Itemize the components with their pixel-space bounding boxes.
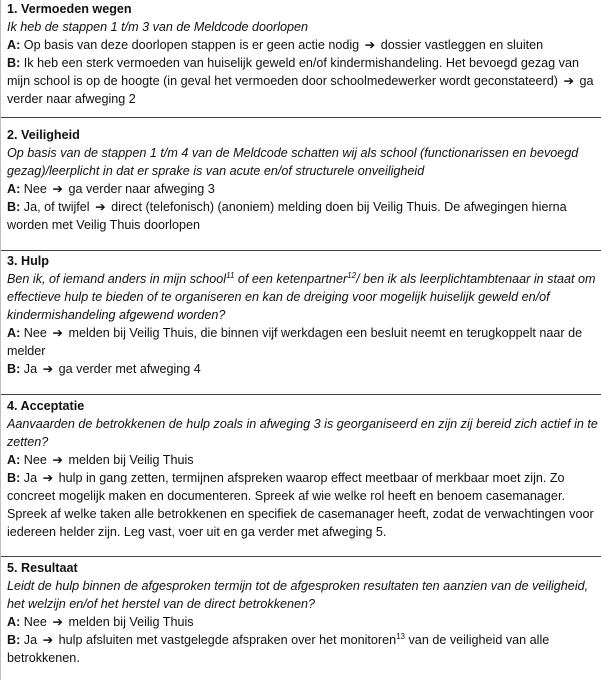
section-title: 2. Veiligheid	[7, 128, 80, 142]
section-title: 5. Resultaat	[7, 561, 78, 575]
section-title: 4. Acceptatie	[7, 399, 85, 413]
section-question: Ik heb de stappen 1 t/m 3 van de Meldcode doorlopen	[7, 20, 309, 34]
footnote-ref: 11	[226, 270, 235, 280]
option-b: B: Ik heb een sterk vermoeden van huiselijk geweld en/of kindermishandeling. Het bevoegd gezag van mijn school is op de hoogte (in geval het vermoeden door schoolmedewerker wordt geconstateerd) ➔ ga verder naar afweging 2	[7, 56, 594, 106]
option-a: A: Nee ➔ melden bij Veilig Thuis	[7, 615, 194, 629]
section-title: 1. Vermoeden wegen	[7, 2, 132, 16]
section-divider	[1, 556, 601, 557]
option-letter: B:	[7, 362, 21, 376]
option-letter: B:	[7, 471, 21, 485]
option-b: B: Ja ➔ ga verder met afweging 4	[7, 362, 201, 376]
section-question: Leidt de hulp binnen de afgesproken termijn tot de afgesproken resultaten ten aanzien van de veiligheid, het welzijn en/of het herstel van de direct betrokkenen?	[7, 579, 589, 611]
arrow-right-icon: ➔	[52, 182, 63, 196]
arrow-right-icon: ➔	[42, 362, 54, 376]
arrow-right-icon: ➔	[52, 326, 63, 340]
footnote-ref: 12	[347, 270, 357, 280]
option-letter: A:	[7, 453, 21, 467]
arrow-right-icon: ➔	[364, 38, 376, 52]
arrow-right-icon: ➔	[42, 471, 54, 485]
section-divider	[1, 117, 601, 118]
section-question: Op basis van de stappen 1 t/m 4 van de Meldcode schatten wij als school (functionarissen en bevoegd gezag)/leerplicht in dat er sprake is van acute en/of structurele onveiligheid	[7, 146, 579, 178]
section-divider	[1, 250, 601, 251]
option-a: A: Nee ➔ melden bij Veilig Thuis, die binnen vijf werkdagen een besluit neemt en terugkoppelt naar de melder	[7, 326, 583, 358]
arrow-right-icon: ➔	[52, 453, 63, 467]
option-letter: A:	[7, 182, 21, 196]
option-b: B: Ja ➔ hulp in gang zetten, termijnen afspreken waarop effect meetbaar of merkbaar moet zijn. Zo concreet mogelijk maken en documenteren. Spreek af wie welke rol heeft en benoem casemanager. Spreek af welke taken alle betrokkenen en specifiek de casemanager heeft, zodat de verwachtingen voor iedereen helder zijn. Leg vast, voer uit en ga verder met afweging 5.	[7, 471, 594, 539]
option-letter: B:	[7, 633, 21, 647]
option-letter: A:	[7, 615, 21, 629]
option-a: A: Nee ➔ ga verder naar afweging 3	[7, 182, 215, 196]
section-resultaat	[1, 559, 601, 667]
arrow-right-icon: ➔	[563, 74, 574, 88]
section-divider	[1, 394, 601, 395]
option-letter: A:	[7, 326, 21, 340]
arrow-right-icon: ➔	[52, 615, 63, 629]
option-a: A: Op basis van deze doorlopen stappen is er geen actie nodig ➔ dossier vastleggen en sluiten	[7, 38, 544, 52]
section-question: Aanvaarden de betrokkenen de hulp zoals in afweging 3 is georganiseerd en zijn zij bereid zich actief in te zetten?	[7, 417, 598, 449]
option-b: B: Ja, of twijfel ➔ direct (telefonisch) (anoniem) melding doen bij Veilig Thuis. De afwegingen hierna worden met Veilig Thuis doorlopen	[7, 200, 567, 232]
option-letter: B:	[7, 200, 21, 214]
option-b: B: Ja ➔ hulp afsluiten met vastgelegde afspraken over het monitoren$^{13}$ van de veiligheid van alle betrokkenen.	[7, 631, 550, 665]
arrow-right-icon: ➔	[95, 200, 106, 214]
section-veiligheid	[1, 126, 601, 234]
section-hulp	[1, 252, 601, 378]
arrow-right-icon: ➔	[42, 633, 54, 647]
option-a: A: Nee ➔ melden bij Veilig Thuis	[7, 453, 194, 467]
option-letter: A:	[7, 38, 21, 52]
section-title: 3. Hulp	[7, 254, 49, 268]
section-question: Ben ik, of iemand anders in mijn school$^{11}$ of een ketenpartner$^{12}$/ ben ik als leerplichtambtenaar in staat om effectieve hulp te bieden of te organiseren en kan de dreiging voor mogelijk huiselijk geweld en/of kindermishandeling afgewend worden?	[7, 270, 596, 322]
footnote-ref: 13	[396, 631, 406, 641]
option-letter: B:	[7, 56, 21, 70]
section-acceptatie	[1, 397, 601, 541]
section-vermoeden-wegen	[1, 0, 601, 108]
